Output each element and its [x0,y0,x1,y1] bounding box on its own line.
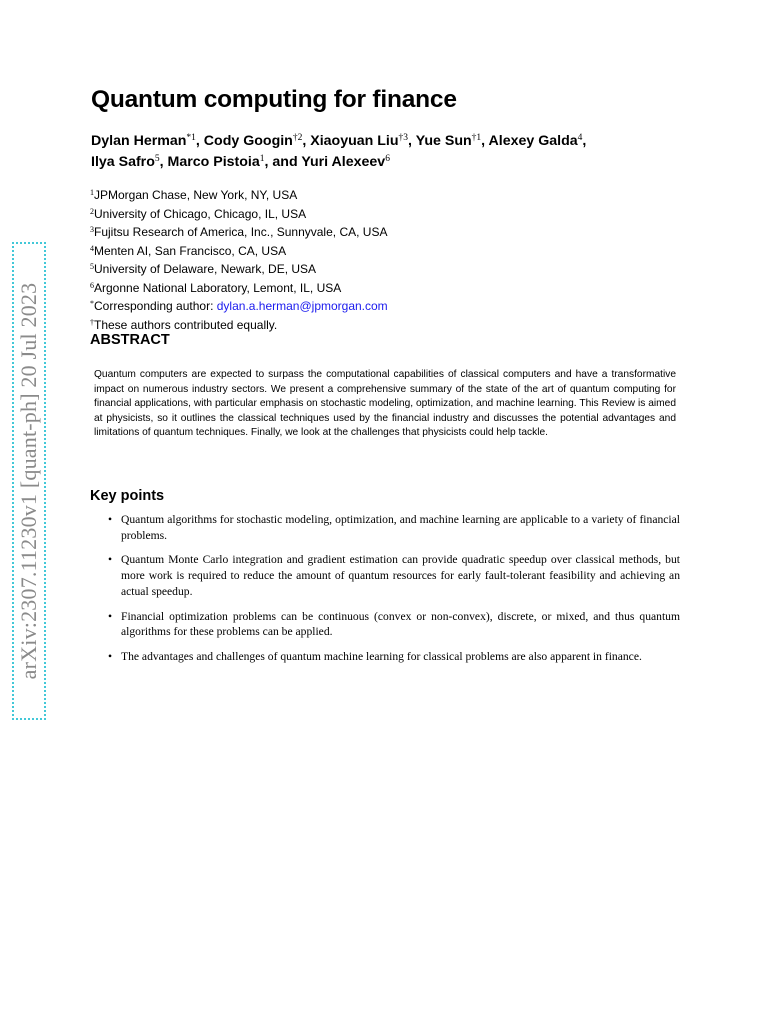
author-affiliation-mark: †3 [398,133,409,143]
abstract-heading: ABSTRACT [90,332,170,348]
bullet-icon: • [108,649,113,663]
affiliation-item [90,222,690,241]
key-point-text: Financial optimization problems can be continuous (convex or non-convex), discrete, or mixed, and thus quantum algorithms for these problems can be applied. [121,609,680,639]
affiliation-item [90,259,690,278]
affiliation-number: 4 [90,243,94,253]
paper-title: Quantum computing for finance [91,86,457,113]
affiliation-list [90,185,690,333]
affiliation-number: 1 [90,188,94,197]
author-separator: , [582,133,587,149]
affiliation-number: 5 [90,262,94,271]
author-name: Dylan Herman [91,133,187,149]
author-list [91,129,691,171]
author-name: Ilya Safro [91,154,155,170]
key-point-item [108,512,680,543]
author-line-2 [91,150,691,171]
corresponding-author [90,296,690,315]
corresponding-mark: * [90,299,94,308]
key-point-text: The advantages and challenges of quantum machine learning for classical problems are also apparent in finance. [121,649,642,663]
author-separator: , [195,133,204,149]
author-affiliation-mark: 5 [154,154,160,164]
key-point-item [108,649,680,665]
equal-contribution-note [90,315,690,334]
equal-contribution-mark: † [90,317,94,327]
author-name: Alexey Galda [488,133,578,149]
key-points-heading: Key points [90,488,165,504]
affiliation-text: JPMorgan Chase, New York, NY, USA [94,188,298,202]
author-affiliation-mark: †2 [292,133,303,143]
affiliation-item [90,278,690,297]
affiliation-text: University of Delaware, Newark, DE, USA [94,262,317,276]
affiliation-text: Argonne National Laboratory, Lemont, IL, USA [94,280,342,295]
equal-contribution-text: These authors contributed equally. [94,317,278,332]
author-name: Yuri Alexeev [301,154,386,170]
key-point-item [108,609,680,640]
author-line-1 [91,129,691,150]
author-affiliation-mark: †1 [471,133,482,143]
author-separator: , [159,154,168,170]
corresponding-label: Corresponding author: [94,299,217,313]
key-point-text: Quantum algorithms for stochastic modeling, optimization, and machine learning are applicable to a variety of financial problems. [121,513,680,542]
author-separator: , and [264,154,302,170]
author-name: Marco Pistoia [167,154,260,170]
arxiv-identifier[interactable]: arXiv:2307.11230v1 [quant-ph] 20 Jul 2023 [16,282,41,680]
affiliation-text: Fujitsu Research of America, Inc., Sunnyvale, CA, USA [94,225,388,239]
key-points-list [108,512,680,665]
author-separator: , [302,133,311,149]
key-point-item [108,552,680,599]
author-name: Xiaoyuan Liu [310,133,399,149]
author-affiliation-mark: 6 [385,154,390,164]
author-name: Yue Sun [415,133,472,149]
author-name: Cody Googin [203,133,293,149]
arxiv-stamp [12,242,46,720]
affiliation-number: 6 [90,280,94,290]
author-affiliation-mark: *1 [186,133,196,143]
author-affiliation-mark: 1 [259,154,265,164]
bullet-icon: • [108,513,113,526]
affiliation-item [90,185,690,204]
author-affiliation-mark: 4 [577,133,583,143]
bullet-icon: • [108,609,113,623]
affiliation-item [90,241,690,260]
author-separator: , [408,133,416,149]
affiliation-text: University of Chicago, Chicago, IL, USA [94,206,307,221]
affiliation-item [90,204,690,223]
bullet-icon: • [108,553,113,567]
author-separator: , [481,133,489,149]
abstract-text: Quantum computers are expected to surpass the computational capabilities of classical computers and have a transformative impact on numerous industry sectors. We present a comprehensive summary of the state of the art of quantum computing for financial applications, with particular emphasis on stochastic modeling, optimization, and machine learning. This Review is aimed at physicists, so it outlines the classical techniques used by the financial industry and discusses the potential advantages and limitations of quantum techniques. Finally, we look at the challenges that physicists could help tackle. [94,369,676,438]
affiliation-text: Menten AI, San Francisco, CA, USA [94,243,287,258]
corresponding-email-link[interactable]: dylan.a.herman@jpmorgan.com [216,299,388,313]
affiliation-number: 2 [90,206,94,216]
affiliation-number: 3 [90,225,94,234]
key-point-text: Quantum Monte Carlo integration and gradient estimation can provide quadratic speedup over classical methods, but more work is required to reduce the amount of quantum resources for early fault-tolerant feasibility and achieving an actual speedup. [121,553,680,598]
